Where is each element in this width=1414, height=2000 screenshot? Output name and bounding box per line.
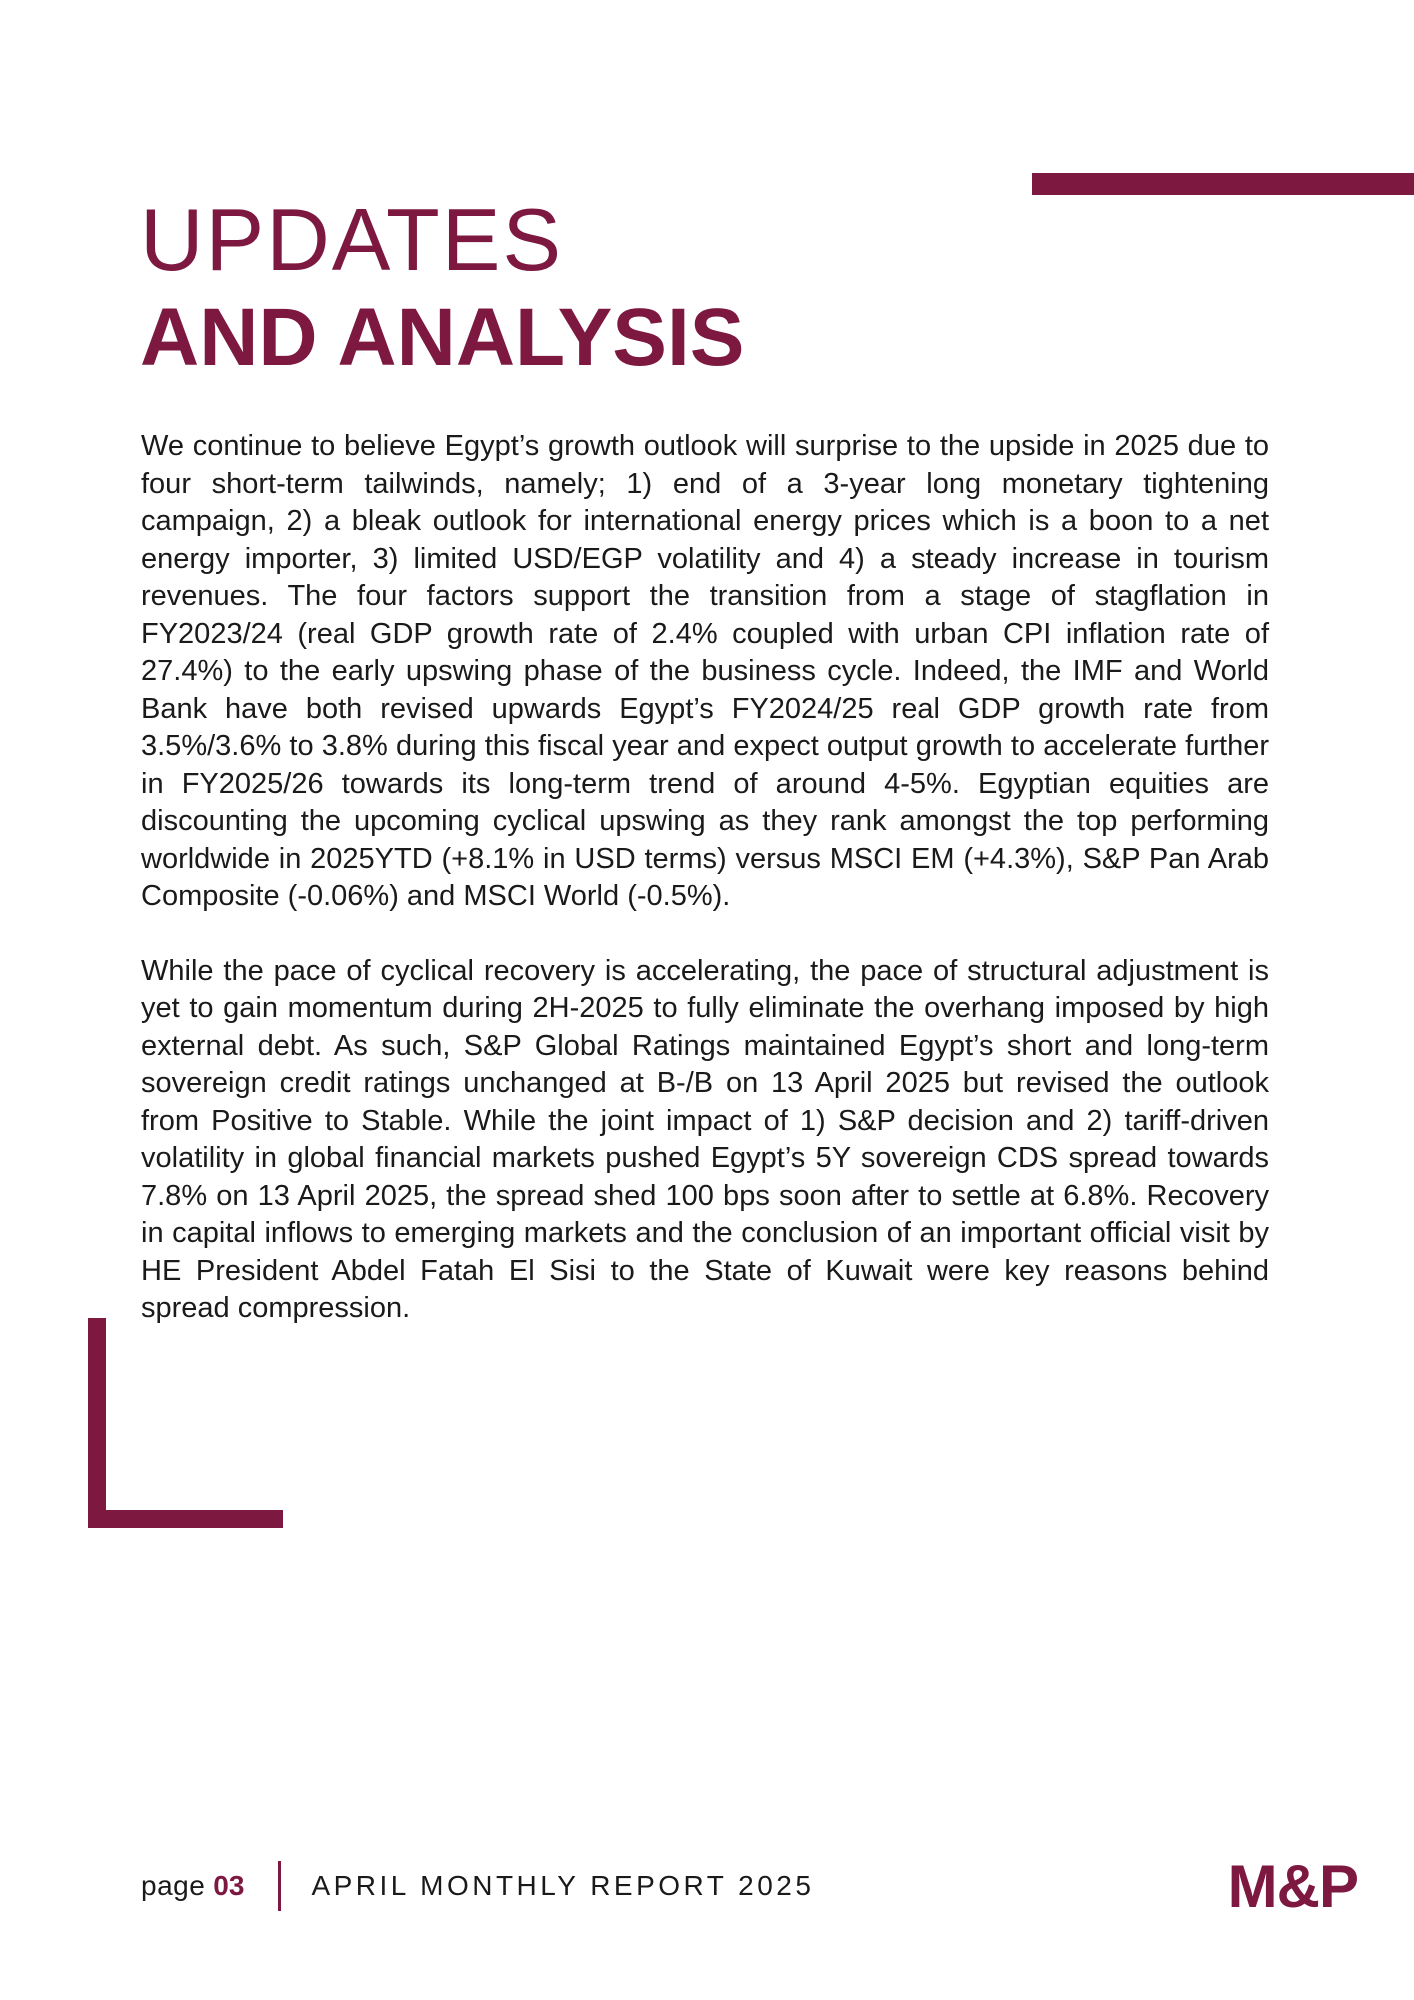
- page-number: 03: [213, 1870, 245, 1901]
- paragraph-1: We continue to believe Egypt’s growth outlook will surprise to the upside in 2025 due to four short-term tailwinds, namely; 1) end of a 3-year long monetary tightening campaign, 2) a bleak outlook for international energy prices which is a boon to a net energy importer, 3) limited USD/EGP volatility and 4) a steady increase in tourism revenues. The four factors support the transition from a stage of stagflation in FY2023/24 (real GDP growth rate of 2.4% coupled with urban CPI inflation rate of 27.4%) to the early upswing phase of the business cycle. Indeed, the IMF and World Bank have both revised upwards Egypt’s FY2024/25 real GDP growth rate from 3.5%/3.6% to 3.8% during this fiscal year and expect output growth to accelerate further in FY2025/26 towards its long-term trend of around 4-5%. Egyptian equities are discounting the upcoming cyclical upswing as they rank amongst the top performing worldwide in 2025YTD (+8.1% in USD terms) versus MSCI EM (+4.3%), S&P Pan Arab Composite (-0.06%) and MSCI World (-0.5%).: [141, 430, 1269, 912]
- footer-divider: [278, 1861, 281, 1911]
- page-title-line2: AND ANALYSIS: [140, 292, 745, 383]
- paragraph-2: While the pace of cyclical recovery is accelerating, the pace of structural adjustment is yet to gain momentum during 2H-2025 to fully eliminate the overhang imposed by high external debt. As such, S&P Global Ratings maintained Egypt’s short and long-term sovereign credit ratings unchanged at B-/B on 13 April 2025 but revised the outlook from Positive to Stable. While the joint impact of 1) S&P decision and 2) tariff-driven volatility in global financial markets pushed Egypt’s 5Y sovereign CDS spread towards 7.8% on 13 April 2025, the spread shed 100 bps soon after to settle at 6.8%. Recovery in capital inflows to emerging markets and the conclusion of an important official visit by HE President Abdel Fatah El Sisi to the State of Kuwait were key reasons behind spread compression.: [141, 954, 1269, 1324]
- report-title: APRIL MONTHLY REPORT 2025: [311, 1870, 815, 1901]
- decorative-bracket-horizontal: [88, 1510, 283, 1528]
- article-body: [141, 428, 1269, 1328]
- page-footer: [141, 1862, 814, 1910]
- top-accent-bar: [1032, 173, 1414, 195]
- page-title-line1: UPDATES: [140, 190, 564, 289]
- page-label: page: [141, 1870, 206, 1901]
- company-logo: M&P: [1227, 1853, 1358, 1920]
- page-title: [140, 192, 744, 386]
- decorative-bracket-vertical: [88, 1318, 106, 1528]
